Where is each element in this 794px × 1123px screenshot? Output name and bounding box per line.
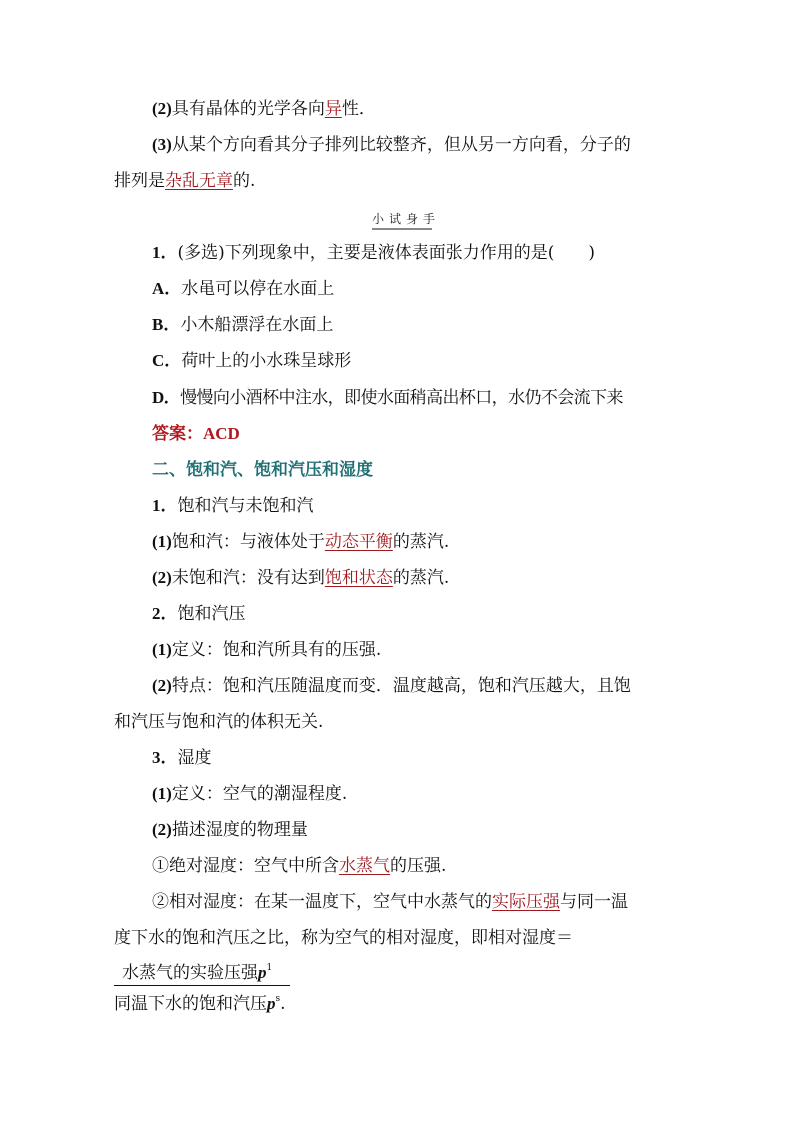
text: ②相对湿度：在某一温度下，空气中水蒸气的 (152, 892, 492, 912)
text: 未饱和汽：没有达到 (171, 568, 325, 588)
item-number: (2) (152, 568, 172, 587)
subsection-title: 小试身手 (372, 212, 441, 226)
line-item-3-cont (114, 170, 255, 192)
heading-number: 2． (152, 604, 178, 623)
option-c (152, 350, 351, 372)
text: 描述湿度的物理量 (171, 820, 308, 840)
option-text: 荷叶上的小水珠呈球形 (181, 351, 352, 371)
option-text: 慢慢向小酒杯中注水，即使水面稍高出杯口，水仍不会流下来 (180, 388, 623, 408)
denominator-variable: p (267, 994, 276, 1013)
highlight-term: 实际压强 (492, 892, 560, 912)
line-item (152, 783, 347, 805)
line-item-2 (152, 98, 376, 120)
text: 排列是 (114, 171, 165, 191)
line-item (152, 567, 449, 589)
option-label: D． (152, 388, 181, 407)
section-heading: 二、饱和汽、饱和汽压和湿度 (152, 460, 373, 480)
question-text: (多选)下列现象中，主要是液体表面张力作用的是( ) (177, 243, 596, 263)
highlight-term: 动态平衡 (324, 532, 393, 552)
text: 定义：饱和汽所具有的压强. (171, 640, 382, 660)
highlight-term: 异 (324, 99, 342, 119)
fraction-numerator (122, 957, 272, 984)
heading-text: 饱和汽与未饱和汽 (177, 496, 314, 516)
option-label: B． (152, 315, 181, 334)
text: 特点：饱和汽压随温度而变．温度越高，饱和汽压越大，且饱 (171, 676, 631, 696)
question-1 (152, 242, 595, 264)
numerator-variable: p (258, 963, 267, 982)
highlight-term: 饱和状态 (324, 568, 393, 588)
text: ①绝对湿度：空气中所含 (152, 856, 339, 876)
line-item (152, 855, 446, 877)
line-item (152, 891, 628, 913)
item-number: (2) (152, 820, 172, 839)
text: 具有晶体的光学各向 (171, 99, 325, 119)
heading-text: 湿度 (177, 748, 212, 768)
question-number: 1． (152, 243, 178, 262)
highlight-term: 杂乱无章 (165, 171, 233, 191)
option-d (152, 387, 623, 409)
answer-label: 答案： (152, 424, 203, 444)
numerator-subscript: 1 (266, 963, 273, 973)
fraction-bar (114, 985, 290, 986)
option-label: A． (152, 279, 182, 298)
option-label: C． (152, 351, 182, 370)
highlight-term: 水蒸气 (339, 856, 390, 876)
answer-value: ACD (203, 424, 240, 443)
divider (372, 228, 432, 230)
text: 与同一温 (560, 892, 628, 912)
item-number: (1) (152, 784, 172, 803)
heading-number: 1． (152, 496, 178, 515)
text: 的压强. (390, 856, 447, 876)
heading-2 (152, 603, 246, 625)
heading-1 (152, 495, 314, 517)
line-item-cont (114, 927, 573, 949)
denominator-text: 同温下水的饱和汽压 (114, 994, 267, 1014)
line-item-cont (114, 711, 323, 733)
option-text: 小木船漂浮在水面上 (180, 315, 334, 335)
item-number: (2) (152, 99, 172, 118)
text: 从某个方向看其分子排列比较整齐，但从另一方向看，分子的 (171, 135, 631, 155)
text: 定义：空气的潮湿程度. (171, 784, 348, 804)
fraction-denominator (114, 988, 286, 1015)
option-b (152, 314, 333, 336)
line-item-3 (152, 134, 631, 156)
text: 和汽压与饱和汽的体积无关. (114, 712, 324, 732)
text: 的. (233, 171, 256, 191)
item-number: (3) (152, 135, 172, 154)
heading-3 (152, 747, 212, 769)
denominator-subscript: s (275, 994, 281, 1004)
heading-text: 饱和汽压 (177, 604, 246, 624)
line-item (152, 819, 308, 841)
fraction-period: . (280, 994, 286, 1014)
option-text: 水黾可以停在水面上 (181, 279, 335, 299)
heading-number: 3． (152, 748, 178, 767)
option-a (152, 278, 334, 300)
text: 的蒸汽. (392, 568, 450, 588)
line-item (152, 675, 631, 697)
text: 性． (341, 99, 376, 119)
answer (152, 423, 240, 445)
numerator-text: 水蒸气的实验压强 (122, 963, 258, 983)
text: 度下水的饱和汽压之比，称为空气的相对湿度，即相对湿度＝ (114, 928, 573, 948)
line-item (152, 639, 381, 661)
text: 的蒸汽. (392, 532, 450, 552)
text: 饱和汽：与液体处于 (171, 532, 325, 552)
item-number: (1) (152, 532, 172, 551)
item-number: (1) (152, 640, 172, 659)
line-item (152, 531, 449, 553)
item-number: (2) (152, 676, 172, 695)
